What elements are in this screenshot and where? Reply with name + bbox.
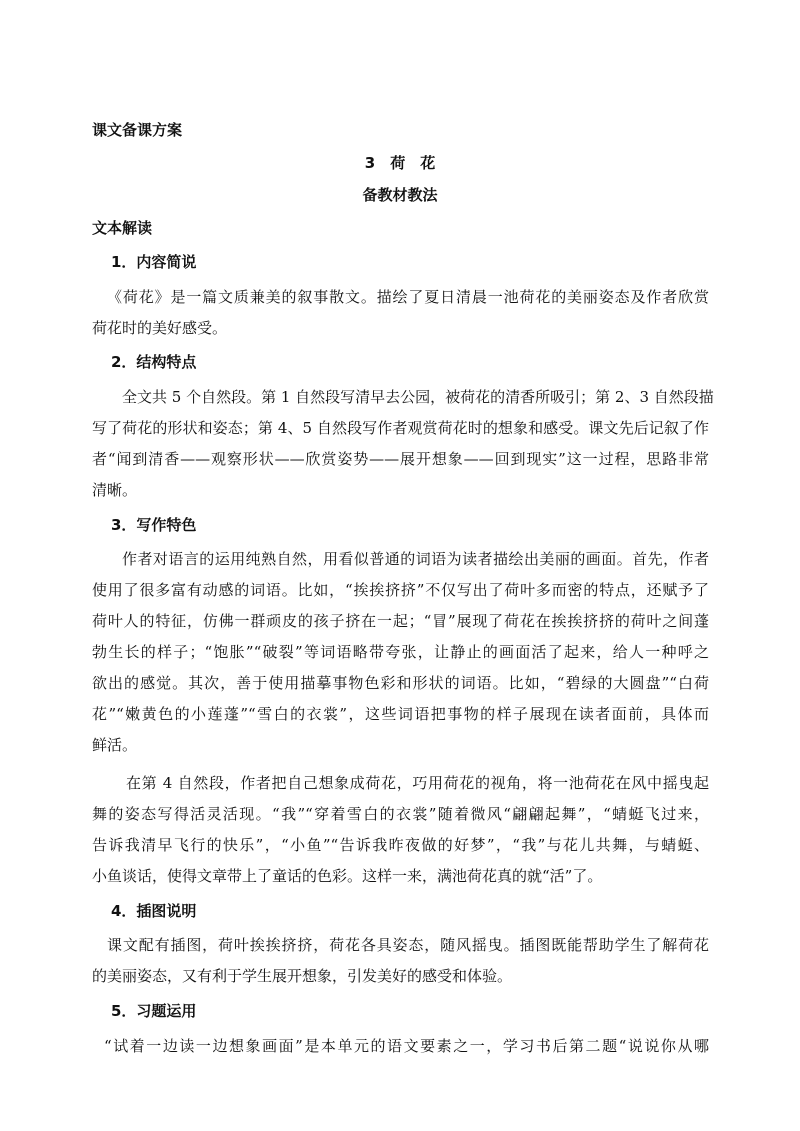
paragraph-line: 全文共 5 个自然段。第 1 自然段写清早去公园，被荷花的清香所吸引；第 2、3 自然段描 [122,388,714,406]
paragraph-line: 写了荷花的形状和姿态；第 4、5 自然段写作者观赏荷花时的想象和感受。课文先后记叙了作 [92,419,709,437]
paragraph-line: 清晰。 [92,481,138,499]
paragraph-line: “试着一边读一边想象画面”是本单元的语文要素之一，学习书后第二题“说说你从哪 [104,1037,709,1055]
paragraph-line: 舞的姿态写得活灵活现。“我”“穿着雪白的衣裳”随着微风“翩翩起舞”，“蜻蜓飞过来， [92,805,709,823]
paragraph-line: 荷花时的美好感受。 [92,319,228,337]
paragraph-line: 鲜活。 [92,736,138,754]
subsection-heading-exercises: 5．习题运用 [111,1002,197,1020]
paragraph-line: 的美丽姿态，又有利于学生展开想象，引发美好的感受和体验。 [92,967,513,985]
paragraph-line: 使用了很多富有动感的词语。比如，“挨挨挤挤”不仅写出了荷叶多而密的特点，还赋予了 [92,581,709,599]
paragraph-line: 荷叶人的特征，仿佛一群顽皮的孩子挤在一起；“冒”展现了荷花在挨挨挤挤的荷叶之间蓬 [92,612,709,630]
lesson-subtitle: 备教材教法 [362,186,438,204]
paragraph-line: 欲出的感觉。其次，善于使用描摹事物色彩和形状的词语。比如，“碧绿的大圆盘”“白荷 [92,674,709,692]
subsection-heading-structure: 2．结构特点 [111,353,197,371]
paragraph-line: 花”“嫩黄色的小莲蓬”“雪白的衣裳”，这些词语把事物的样子展现在读者面前，具体而 [92,705,709,723]
paragraph-line: 勃生长的样子；“饱胀”“破裂”等词语略带夸张，让静止的画面活了起来，给人一种呼之 [92,643,709,661]
section-heading: 文本解读 [92,219,153,237]
document-header: 课文备课方案 [92,121,183,139]
paragraph-line: 《荷花》是一篇文质兼美的叙事散文。描绘了夏日清晨一池荷花的美丽姿态及作者欣赏 [107,288,709,306]
paragraph-line: 者“闻到清香——观察形状——欣赏姿势——展开想象——回到现实”这一过程，思路非常 [92,450,709,468]
paragraph-line: 作者对语言的运用纯熟自然，用看似普通的词语为读者描绘出美丽的画面。首先，作者 [122,550,709,568]
paragraph-line: 告诉我清早飞行的快乐”，“小鱼”“告诉我昨夜做的好梦”，“我”与花儿共舞，与蜻蜓、 [92,836,709,854]
subsection-heading-content: 1．内容简说 [111,253,197,271]
paragraph-line: 在第 4 自然段，作者把自己想象成荷花，巧用荷花的视角，将一池荷花在风中摇曳起 [126,774,709,792]
subsection-heading-writing: 3．写作特色 [111,516,197,534]
subsection-heading-illustration: 4．插图说明 [111,902,197,920]
lesson-title: 3 荷 花 [364,154,436,172]
paragraph-line: 小鱼谈话，使得文章带上了童话的色彩。这样一来，满池荷花真的就“活”了。 [92,867,603,885]
paragraph-line: 课文配有插图，荷叶挨挨挤挤，荷花各具姿态，随风摇曳。插图既能帮助学生了解荷花 [107,936,709,954]
